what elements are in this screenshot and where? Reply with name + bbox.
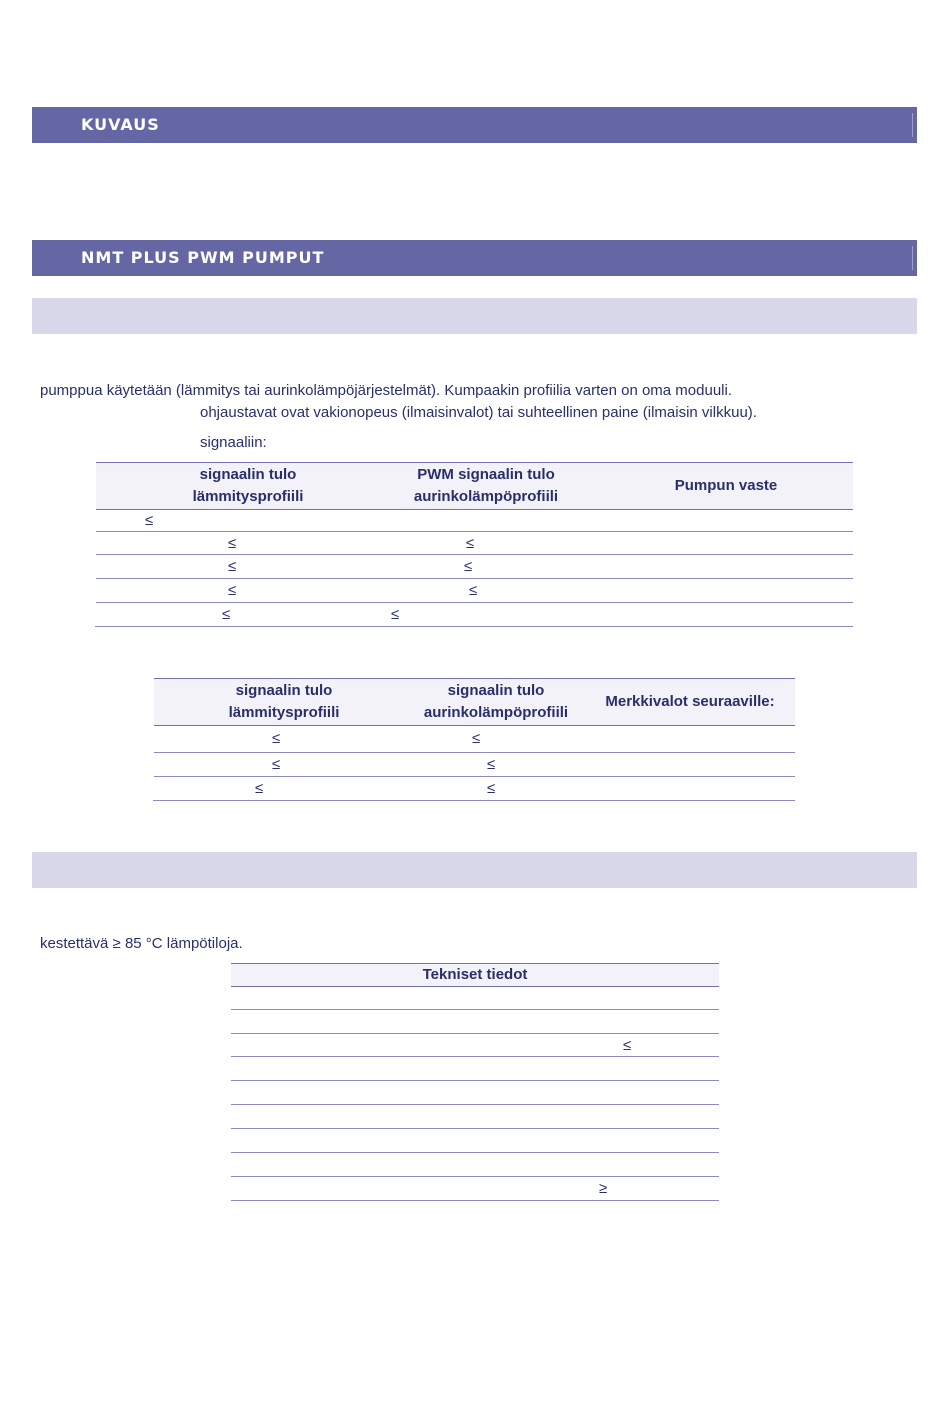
table-cell: ≤ — [487, 780, 496, 797]
table-cell: ≤ — [228, 558, 237, 575]
header-text: signaalin tulo — [199, 466, 297, 483]
table-header — [231, 963, 719, 987]
header-text: lämmitysprofiili — [228, 704, 340, 721]
technical-data-table — [231, 963, 719, 1201]
table-row — [231, 1153, 719, 1177]
table-title: Tekniset tiedot — [422, 966, 528, 983]
subsection-bar-2 — [32, 852, 917, 888]
header-cell — [590, 679, 790, 725]
header-cell — [231, 964, 719, 986]
table-row — [154, 725, 795, 753]
table-row — [231, 1129, 719, 1153]
table-cell: ≥ — [599, 1180, 608, 1197]
header-text: signaalin tulo — [235, 682, 333, 699]
subsection-bar-1 — [32, 298, 917, 334]
table-cell: ≤ — [228, 582, 237, 599]
header-cell — [366, 463, 606, 509]
table-row — [231, 1034, 719, 1057]
header-text: Pumpun vaste — [674, 477, 778, 494]
table-row — [96, 532, 853, 555]
temperature-text: kestettävä ≥ 85 °C lämpötiloja. — [40, 935, 243, 952]
table-row — [231, 1177, 719, 1201]
table-cell: ≤ — [391, 606, 400, 623]
table-cell: ≤ — [464, 558, 473, 575]
table-row — [153, 777, 795, 801]
table-row — [95, 603, 853, 627]
table-row — [231, 986, 719, 1010]
table-cell: ≤ — [472, 730, 481, 747]
table-row — [231, 1105, 719, 1129]
header-text: lämmitysprofiili — [192, 488, 304, 505]
table-cell: ≤ — [272, 730, 281, 747]
table-cell: ≤ — [469, 582, 478, 599]
table-row — [96, 579, 853, 603]
section-header-kuvaus: KUVAUS — [32, 107, 917, 143]
table-cell: ≤ — [623, 1036, 632, 1054]
table-row — [154, 753, 795, 777]
table-header — [154, 678, 795, 726]
header-cell — [606, 463, 846, 509]
intro-line-2: ohjaustavat ovat vakionopeus (ilmaisinvalot) tai suhteellinen paine (ilmaisin vilkkuu). — [200, 404, 757, 421]
table-cell: ≤ — [145, 511, 154, 529]
table-cell: ≤ — [255, 780, 264, 797]
header-cell — [376, 679, 616, 725]
table-cell: ≤ — [272, 756, 281, 773]
header-text: aurinkolämpöprofiili — [413, 488, 559, 505]
section-header-pumput: NMT PLUS PWM PUMPUT — [32, 240, 917, 276]
table-cell: ≤ — [228, 534, 237, 552]
intro-line-3: signaaliin: — [200, 434, 267, 451]
indicator-table — [154, 678, 795, 800]
header-cell — [136, 463, 360, 509]
header-text: signaalin tulo — [447, 682, 545, 699]
table-row — [96, 555, 853, 579]
header-text: Merkkivalot seuraaville: — [605, 693, 775, 710]
header-text: PWM signaalin tulo — [417, 466, 555, 483]
table-cell: ≤ — [487, 756, 496, 773]
table-row — [231, 1010, 719, 1034]
table-cell: ≤ — [466, 534, 475, 552]
header-cell — [164, 679, 404, 725]
table-row — [231, 1057, 719, 1081]
header-text: aurinkolämpöprofiili — [423, 704, 569, 721]
table-header — [96, 462, 853, 510]
intro-line-1: pumppua käytetään (lämmitys tai aurinkolämpöjärjestelmät). Kumpaakin profiilia varten on oma moduuli. — [40, 382, 732, 399]
pwm-response-table — [96, 462, 853, 626]
table-cell: ≤ — [222, 606, 231, 623]
table-row — [96, 509, 853, 532]
table-row — [231, 1081, 719, 1105]
